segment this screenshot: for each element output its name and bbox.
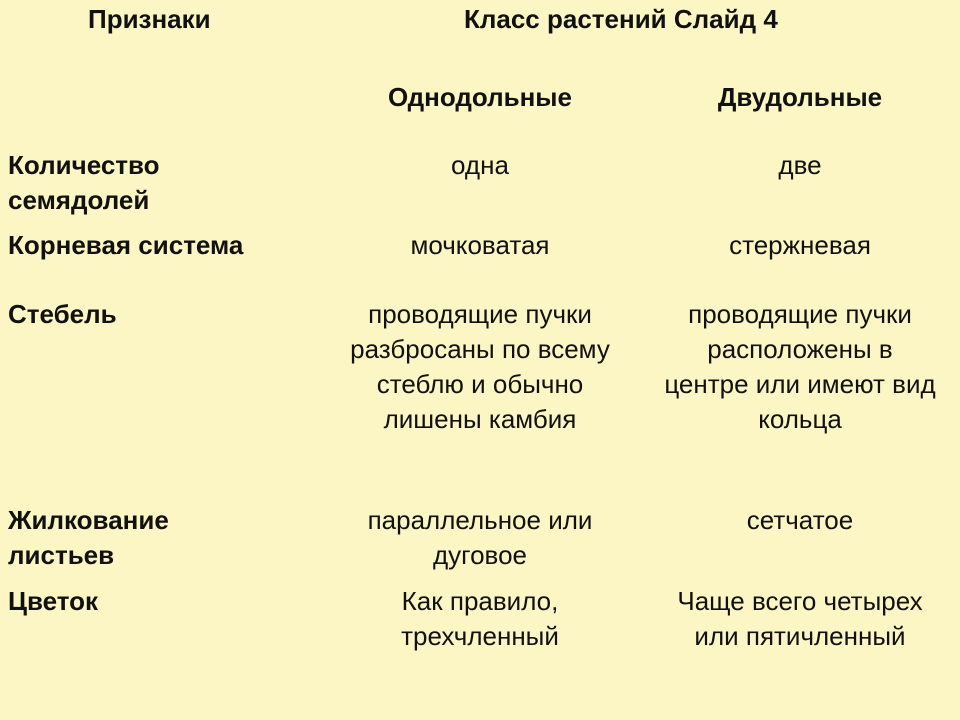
header-monocots: Однодольные xyxy=(388,82,572,112)
cell-line: проводящие пучки xyxy=(368,299,592,329)
cell-line: или пятичленный xyxy=(694,621,906,651)
row-cotyledons-monocot xyxy=(340,148,620,183)
cell-line: расположены в xyxy=(707,334,893,364)
row-flower-monocot xyxy=(340,584,620,654)
cell-line: центре или имеют вид xyxy=(664,369,936,399)
header-dicots: Двудольные xyxy=(717,82,883,112)
row-root-system-monocot xyxy=(340,228,620,263)
cell-line: одна xyxy=(451,150,509,180)
cell-line: кольца xyxy=(758,404,842,434)
cell-line: параллельное или xyxy=(367,505,593,535)
row-venation-label xyxy=(8,503,169,573)
row-cotyledons-label xyxy=(8,148,160,218)
cell-line: лишены камбия xyxy=(383,404,577,434)
cell-line: разбросаны по всему xyxy=(350,334,610,364)
cell-line: Как правило, xyxy=(401,586,559,616)
row-venation-monocot xyxy=(340,503,620,573)
row-label-line: Жилкование xyxy=(8,505,169,535)
cell-line: сетчатое xyxy=(746,505,854,535)
row-flower-label xyxy=(8,584,98,619)
row-stem-label xyxy=(8,297,117,332)
cell-line: дуговое xyxy=(433,540,527,570)
cell-line: мочковатая xyxy=(410,230,550,260)
header-features: Признаки xyxy=(88,4,211,34)
row-label-line: листьев xyxy=(8,540,115,570)
row-venation-dicot xyxy=(660,503,940,538)
row-root-system-label xyxy=(8,228,243,263)
row-label-line: Корневая система xyxy=(8,230,244,260)
row-flower-dicot xyxy=(650,584,950,654)
row-label-line: Цветок xyxy=(8,586,99,616)
row-cotyledons-dicot xyxy=(660,148,940,183)
cell-line: стержневая xyxy=(729,230,871,260)
row-stem-monocot xyxy=(330,297,630,437)
cell-line: стеблю и обычно xyxy=(376,369,584,399)
row-stem-dicot xyxy=(640,297,960,437)
row-label-line: Количество xyxy=(8,150,160,180)
cell-line: две xyxy=(778,150,822,180)
row-label-line: семядолей xyxy=(8,185,150,215)
row-root-system-dicot xyxy=(660,228,940,263)
cell-line: проводящие пучки xyxy=(688,299,912,329)
cell-line: Чаще всего четырех xyxy=(677,586,923,616)
row-label-line: Стебель xyxy=(8,299,117,329)
header-class-title: Класс растений Слайд 4 xyxy=(464,4,778,34)
cell-line: трехчленный xyxy=(401,621,559,651)
